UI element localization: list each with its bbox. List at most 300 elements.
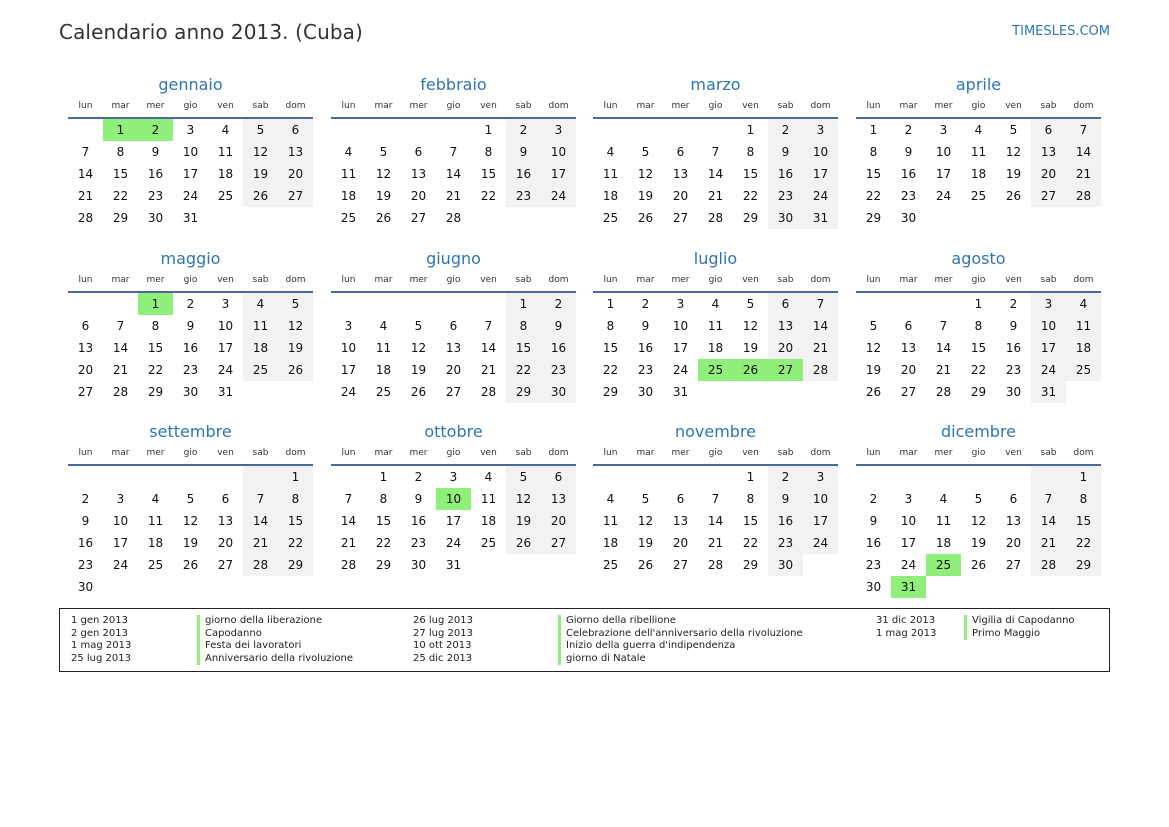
day-cell: 2 — [186, 297, 195, 311]
day-cell: 26 — [637, 211, 654, 225]
month-giugno — [331, 248, 576, 403]
weekday-header: mar — [103, 96, 138, 119]
weekday-header: sab — [506, 96, 541, 119]
day-cell: 25 — [970, 189, 987, 203]
day-cell: 21 — [1031, 532, 1066, 554]
day-cell: 28 — [1031, 554, 1066, 576]
weekday-header: lun — [331, 270, 366, 293]
day-cell: 1 — [1066, 466, 1101, 488]
weekday-header: gio — [961, 96, 996, 119]
month-luglio — [593, 248, 838, 403]
day-cell: 26 — [182, 558, 199, 572]
legend-date: 1 gen 2013 — [71, 615, 129, 626]
day-cell: 4 — [939, 492, 948, 506]
day-cell: 2 — [768, 466, 803, 488]
day-cell: 15 — [602, 341, 619, 355]
day-cell: 8 — [151, 319, 160, 333]
legend-holiday: Primo Maggio — [972, 627, 1041, 639]
empty-cell — [996, 466, 1031, 488]
day-cell: 6 — [676, 492, 685, 506]
weekday-header: gio — [173, 270, 208, 293]
month-grid — [593, 443, 838, 576]
day-cell: 18 — [970, 167, 987, 181]
day-cell: 14 — [1031, 510, 1066, 532]
month-novembre — [593, 421, 838, 576]
day-cell: 1 — [974, 297, 983, 311]
weekday-header: ven — [471, 270, 506, 293]
weekday-header: ven — [471, 443, 506, 466]
weekday-header: gio — [436, 270, 471, 293]
day-cell: 22 — [278, 532, 313, 554]
day-cell: 29 — [147, 385, 164, 399]
day-cell: 14 — [480, 341, 497, 355]
weekday-header: gio — [173, 96, 208, 119]
weekday-header: lun — [856, 270, 891, 293]
day-cell: 28 — [935, 385, 952, 399]
day-cell: 26 — [410, 385, 427, 399]
legend-date: 1 mag 2013 — [876, 627, 937, 639]
empty-cell — [243, 207, 278, 229]
day-cell: 8 — [869, 145, 878, 159]
day-cell: 23 — [637, 363, 654, 377]
month-name: dicembre — [940, 422, 1017, 441]
empty-cell — [856, 293, 891, 315]
day-cell: 13 — [900, 341, 917, 355]
weekday-header: sab — [1031, 96, 1066, 119]
day-cell: 23 — [541, 359, 576, 381]
legend-names-1 — [205, 615, 353, 665]
day-cell: 4 — [243, 293, 278, 315]
day-cell: 30 — [865, 580, 882, 594]
day-cell: 26 — [375, 211, 392, 225]
legend-holiday: Anniversario della rivoluzione — [205, 652, 354, 664]
day-cell: 13 — [77, 341, 94, 355]
day-cell: 12 — [278, 315, 313, 337]
day-cell: 16 — [182, 341, 199, 355]
weekday-header: gio — [436, 443, 471, 466]
day-cell: 30 — [900, 211, 917, 225]
day-cell: 17 — [935, 167, 952, 181]
weekday-header: mar — [891, 96, 926, 119]
day-cell: 30 — [410, 558, 427, 572]
day-cell: 18 — [147, 536, 164, 550]
day-cell: 27 — [217, 558, 234, 572]
holiday-day: 2 — [138, 119, 173, 141]
day-cell: 31 — [217, 385, 234, 399]
legend-holiday: giorno di Natale — [566, 652, 646, 664]
legend-names-2 — [566, 615, 803, 665]
day-cell: 6 — [278, 119, 313, 141]
day-cell: 23 — [900, 189, 917, 203]
day-cell: 14 — [707, 514, 724, 528]
day-cell: 3 — [186, 123, 195, 137]
weekday-header: dom — [278, 443, 313, 466]
day-cell: 26 — [506, 532, 541, 554]
empty-cell — [331, 119, 366, 141]
day-cell: 2 — [768, 119, 803, 141]
day-cell: 19 — [182, 536, 199, 550]
day-cell: 15 — [480, 167, 497, 181]
day-cell: 11 — [243, 315, 278, 337]
day-cell: 20 — [672, 536, 689, 550]
empty-cell — [208, 207, 243, 229]
day-cell: 9 — [414, 492, 423, 506]
day-cell: 5 — [506, 466, 541, 488]
day-cell: 17 — [340, 363, 357, 377]
weekday-header: gio — [961, 443, 996, 466]
legend-date: 31 dic 2013 — [876, 615, 936, 626]
empty-cell — [471, 293, 506, 315]
empty-cell — [243, 381, 278, 403]
weekday-header: ven — [733, 96, 768, 119]
weekday-header: ven — [471, 96, 506, 119]
holiday-day: 25 — [698, 359, 733, 381]
day-cell: 21 — [77, 189, 94, 203]
day-cell: 19 — [410, 363, 427, 377]
legend-color-bar — [558, 615, 561, 665]
legend-date: 27 lug 2013 — [413, 627, 473, 639]
empty-cell — [138, 576, 173, 598]
day-cell: 29 — [970, 385, 987, 399]
month-aprile — [856, 74, 1101, 229]
day-cell: 14 — [112, 341, 129, 355]
day-cell: 24 — [935, 189, 952, 203]
day-cell: 20 — [410, 189, 427, 203]
empty-cell — [961, 207, 996, 229]
day-cell: 10 — [935, 145, 952, 159]
day-cell: 27 — [278, 185, 313, 207]
day-cell: 15 — [742, 167, 759, 181]
day-cell: 23 — [410, 536, 427, 550]
weekday-header: sab — [768, 443, 803, 466]
day-cell: 1 — [606, 297, 615, 311]
day-cell: 19 — [278, 337, 313, 359]
day-cell: 28 — [445, 211, 462, 225]
day-cell: 6 — [1009, 492, 1018, 506]
day-cell: 16 — [1005, 341, 1022, 355]
day-cell: 22 — [970, 363, 987, 377]
day-cell: 28 — [112, 385, 129, 399]
month-gennaio — [68, 74, 313, 229]
weekday-header: dom — [1066, 270, 1101, 293]
weekday-header: mar — [628, 270, 663, 293]
day-cell: 8 — [506, 315, 541, 337]
day-cell: 26 — [1005, 189, 1022, 203]
day-cell: 3 — [676, 297, 685, 311]
day-cell: 27 — [445, 385, 462, 399]
day-cell: 9 — [768, 141, 803, 163]
empty-cell — [103, 466, 138, 488]
day-cell: 12 — [506, 488, 541, 510]
day-cell: 25 — [602, 558, 619, 572]
day-cell: 28 — [1066, 185, 1101, 207]
empty-cell — [366, 119, 401, 141]
weekday-header: ven — [208, 443, 243, 466]
day-cell: 23 — [182, 363, 199, 377]
day-cell: 8 — [278, 488, 313, 510]
weekday-header: ven — [996, 96, 1031, 119]
day-cell: 21 — [480, 363, 497, 377]
day-cell: 25 — [217, 189, 234, 203]
empty-cell — [856, 466, 891, 488]
weekday-header: sab — [243, 443, 278, 466]
day-cell: 1 — [278, 466, 313, 488]
weekday-header: mer — [926, 270, 961, 293]
day-cell: 20 — [77, 363, 94, 377]
day-cell: 11 — [602, 514, 619, 528]
holiday-day: 31 — [891, 576, 926, 598]
day-cell: 19 — [375, 189, 392, 203]
day-cell: 14 — [803, 315, 838, 337]
empty-cell — [1066, 207, 1101, 229]
weekday-header: dom — [541, 270, 576, 293]
day-cell: 8 — [606, 319, 615, 333]
day-cell: 24 — [803, 185, 838, 207]
day-cell: 26 — [865, 385, 882, 399]
holiday-day: 1 — [138, 293, 173, 315]
day-cell: 8 — [974, 319, 983, 333]
empty-cell — [541, 554, 576, 576]
day-cell: 6 — [81, 319, 90, 333]
day-cell: 16 — [541, 337, 576, 359]
day-cell: 15 — [865, 167, 882, 181]
day-cell: 7 — [344, 492, 353, 506]
weekday-header: mar — [366, 96, 401, 119]
day-cell: 24 — [1031, 359, 1066, 381]
weekday-header: lun — [68, 96, 103, 119]
weekday-header: ven — [208, 270, 243, 293]
empty-cell — [278, 207, 313, 229]
day-cell: 18 — [1066, 337, 1101, 359]
day-cell: 5 — [278, 293, 313, 315]
day-cell: 7 — [243, 488, 278, 510]
empty-cell — [103, 576, 138, 598]
month-grid — [856, 270, 1101, 403]
day-cell: 17 — [541, 163, 576, 185]
day-cell: 19 — [637, 189, 654, 203]
empty-cell — [331, 293, 366, 315]
day-cell: 13 — [278, 141, 313, 163]
empty-cell — [243, 466, 278, 488]
site-link[interactable]: TIMESLES.COM — [1012, 24, 1110, 39]
month-grid — [68, 443, 313, 598]
empty-cell — [733, 381, 768, 403]
day-cell: 27 — [541, 532, 576, 554]
month-grid — [331, 96, 576, 229]
day-cell: 14 — [935, 341, 952, 355]
day-cell: 22 — [602, 363, 619, 377]
day-cell: 5 — [1009, 123, 1018, 137]
day-cell: 9 — [641, 319, 650, 333]
day-cell: 26 — [243, 185, 278, 207]
day-cell: 23 — [506, 185, 541, 207]
day-cell: 12 — [410, 341, 427, 355]
day-cell: 31 — [445, 558, 462, 572]
empty-cell — [278, 576, 313, 598]
day-cell: 10 — [672, 319, 689, 333]
legend-names-3 — [972, 615, 1075, 640]
month-grid — [331, 443, 576, 576]
day-cell: 16 — [865, 536, 882, 550]
holiday-day: 27 — [768, 359, 803, 381]
day-cell: 28 — [480, 385, 497, 399]
legend-dates-1 — [71, 615, 131, 665]
weekday-header: lun — [593, 270, 628, 293]
day-cell: 25 — [243, 359, 278, 381]
empty-cell — [436, 119, 471, 141]
day-cell: 4 — [606, 145, 615, 159]
holiday-legend — [59, 608, 1110, 672]
weekday-header: dom — [541, 96, 576, 119]
day-cell: 16 — [506, 163, 541, 185]
legend-holiday: Inizio della guerra d'indipendenza — [566, 640, 736, 651]
day-cell: 13 — [445, 341, 462, 355]
empty-cell — [1066, 381, 1101, 403]
day-cell: 16 — [637, 341, 654, 355]
day-cell: 7 — [116, 319, 125, 333]
day-cell: 17 — [1031, 337, 1066, 359]
day-cell: 21 — [707, 536, 724, 550]
day-cell: 18 — [480, 514, 497, 528]
day-cell: 23 — [768, 532, 803, 554]
empty-cell — [803, 554, 838, 576]
weekday-header: sab — [243, 270, 278, 293]
weekday-header: mer — [663, 96, 698, 119]
weekday-header: mar — [103, 443, 138, 466]
day-cell: 21 — [707, 189, 724, 203]
weekday-header: ven — [733, 270, 768, 293]
day-cell: 13 — [217, 514, 234, 528]
day-cell: 12 — [637, 514, 654, 528]
day-cell: 5 — [746, 297, 755, 311]
day-cell: 22 — [742, 189, 759, 203]
day-cell: 21 — [935, 363, 952, 377]
day-cell: 29 — [506, 381, 541, 403]
weekday-header: sab — [768, 270, 803, 293]
legend-holiday: Vigilia di Capodanno — [972, 615, 1075, 626]
day-cell: 8 — [746, 145, 755, 159]
day-cell: 18 — [707, 341, 724, 355]
weekday-header: mer — [401, 270, 436, 293]
empty-cell — [506, 207, 541, 229]
day-cell: 29 — [865, 211, 882, 225]
month-grid — [856, 96, 1101, 229]
day-cell: 23 — [1005, 363, 1022, 377]
day-cell: 12 — [742, 319, 759, 333]
legend-holiday: Giorno della ribellione — [566, 615, 676, 626]
legend-holiday: Festa dei lavoratori — [205, 640, 302, 651]
day-cell: 20 — [768, 337, 803, 359]
empty-cell — [471, 207, 506, 229]
empty-cell — [891, 466, 926, 488]
day-cell: 2 — [641, 297, 650, 311]
weekday-header: mar — [891, 443, 926, 466]
day-cell: 20 — [672, 189, 689, 203]
month-grid — [68, 96, 313, 229]
weekday-header: gio — [173, 443, 208, 466]
day-cell: 2 — [1009, 297, 1018, 311]
day-cell: 29 — [112, 211, 129, 225]
day-cell: 16 — [900, 167, 917, 181]
empty-cell — [803, 381, 838, 403]
day-cell: 18 — [243, 337, 278, 359]
day-cell: 20 — [900, 363, 917, 377]
day-cell: 6 — [541, 466, 576, 488]
day-cell: 14 — [707, 167, 724, 181]
legend-color-bar — [197, 615, 200, 665]
day-cell: 27 — [900, 385, 917, 399]
day-cell: 28 — [707, 211, 724, 225]
day-cell: 24 — [182, 189, 199, 203]
day-cell: 30 — [182, 385, 199, 399]
month-name: novembre — [674, 422, 757, 441]
day-cell: 4 — [974, 123, 983, 137]
day-cell: 22 — [742, 536, 759, 550]
empty-cell — [68, 293, 103, 315]
day-cell: 13 — [672, 167, 689, 181]
month-name: agosto — [951, 249, 1006, 268]
month-grid — [331, 270, 576, 403]
weekday-header: gio — [436, 96, 471, 119]
day-cell: 8 — [1066, 488, 1101, 510]
empty-cell — [926, 466, 961, 488]
weekday-header: sab — [243, 96, 278, 119]
day-cell: 17 — [900, 536, 917, 550]
day-cell: 9 — [869, 514, 878, 528]
weekday-header: mar — [103, 270, 138, 293]
weekday-header: ven — [733, 443, 768, 466]
empty-cell — [1066, 576, 1101, 598]
day-cell: 27 — [1031, 185, 1066, 207]
day-cell: 17 — [445, 514, 462, 528]
day-cell: 20 — [278, 163, 313, 185]
empty-cell — [208, 576, 243, 598]
holiday-day: 26 — [733, 359, 768, 381]
month-name: febbraio — [420, 75, 487, 94]
day-cell: 9 — [151, 145, 160, 159]
day-cell: 7 — [711, 492, 720, 506]
day-cell: 31 — [182, 211, 199, 225]
day-cell: 11 — [970, 145, 987, 159]
day-cell: 31 — [803, 207, 838, 229]
legend-dates-2 — [413, 615, 473, 665]
day-cell: 5 — [869, 319, 878, 333]
day-cell: 12 — [970, 514, 987, 528]
day-cell: 19 — [970, 536, 987, 550]
day-cell: 29 — [742, 558, 759, 572]
empty-cell — [961, 576, 996, 598]
day-cell: 1 — [506, 293, 541, 315]
day-cell: 19 — [865, 363, 882, 377]
day-cell: 24 — [112, 558, 129, 572]
empty-cell — [208, 466, 243, 488]
month-grid — [856, 443, 1101, 598]
month-name: giugno — [426, 249, 481, 268]
day-cell: 5 — [243, 119, 278, 141]
empty-cell — [593, 466, 628, 488]
day-cell: 10 — [217, 319, 234, 333]
day-cell: 21 — [340, 536, 357, 550]
day-cell: 31 — [1031, 381, 1066, 403]
day-cell: 17 — [112, 536, 129, 550]
day-cell: 15 — [742, 514, 759, 528]
weekday-header: dom — [541, 443, 576, 466]
day-cell: 7 — [1066, 119, 1101, 141]
weekday-header: lun — [68, 443, 103, 466]
day-cell: 28 — [707, 558, 724, 572]
day-cell: 8 — [746, 492, 755, 506]
day-cell: 26 — [970, 558, 987, 572]
